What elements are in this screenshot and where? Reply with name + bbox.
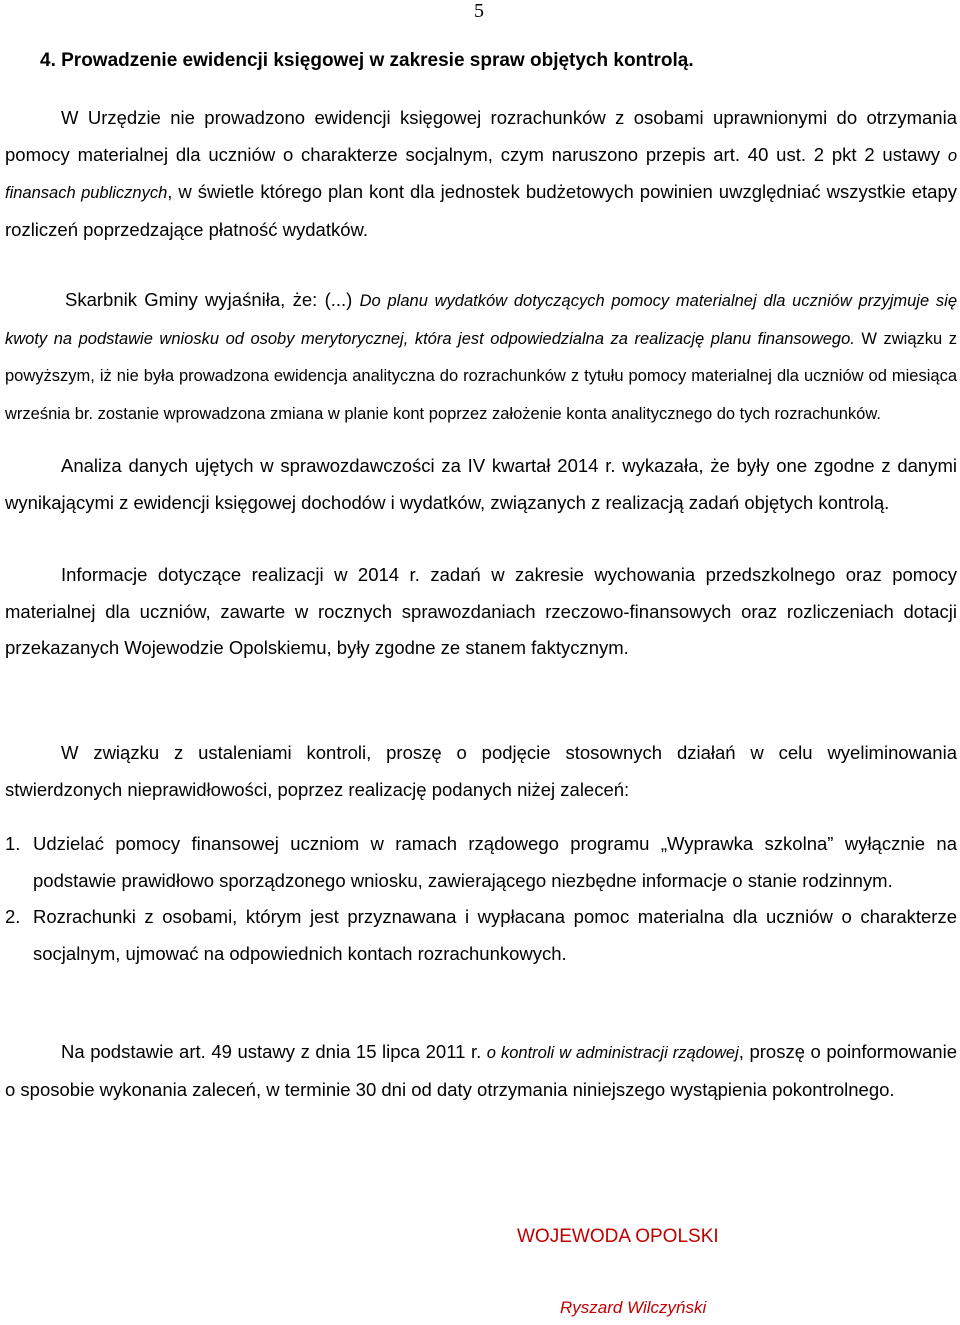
- paragraph-legal-basis: [5, 1034, 957, 1108]
- p2-quote: Do planu wydatków dotyczących pomocy materialnej dla uczniów przyjmuje się kwoty na podstawie wniosku od osoby merytorycznej, która jest odpowiedzialna za realizację planu finansowego.: [5, 292, 957, 348]
- paragraph-treasurer-explanation: [5, 282, 957, 432]
- p4-text: Informacje dotyczące realizacji w 2014 r. zadań w zakresie wychowania przedszkolnego oraz pomocy materialnej dla uczniów, zawarte w rocznych sprawozdaniach rzeczowo-finansowych oraz rozliczeniach dotacji przekazanych Wojewodzie Opolskiemu, były zgodne ze stanem faktycznym.: [5, 564, 957, 658]
- recommendations-list: [5, 826, 957, 972]
- list-item: [5, 899, 957, 972]
- list-item-number: 1.: [5, 833, 21, 854]
- list-item: [5, 826, 957, 899]
- p6-text-b: , proszę o poinformowanie o sposobie wykonania zaleceń, w terminie 30 dni od daty otrzymania niniejszego wystąpienia pokontrolnego.: [5, 1041, 957, 1100]
- p6-text-a: Na podstawie art. 49 ustawy z dnia 15 lipca 2011 r.: [61, 1041, 487, 1062]
- list-item-number: 2.: [5, 906, 21, 927]
- p1-act-title: o finansach publicznych: [5, 146, 957, 202]
- p1-text-a: W Urzędzie nie prowadzono ewidencji księgowej rozrachunków z osobami uprawnionymi do otrzymania pomocy materialnej dla uczniów o charakterze socjalnym, czym naruszono przepis art. 40 ust. 2 pkt 2 ustawy: [5, 107, 957, 165]
- p1-text-b: , w świetle którego plan kont dla jednostek budżetowych powinien uwzględniać wszystkie etapy rozliczeń poprzedzające płatność wydatków.: [5, 181, 958, 240]
- p3-text: Analiza danych ujętych w sprawozdawczości za IV kwartał 2014 r. wykazała, że były one zgodne z danymi wynikającymi z ewidencji księgowej dochodów i wydatków, związanych z realizacją zadań objętych kontrolą.: [5, 455, 957, 513]
- p5-text: W związku z ustaleniami kontroli, proszę o podjęcie stosownych działań w celu wyeliminowania stwierdzonych nieprawidłowości, poprzez realizację podanych niżej zaleceń:: [5, 742, 957, 800]
- p2-rest: W związku z powyższym, iż nie była prowadzona ewidencja analityczna do rozrachunków z tytułu pomocy materialnej dla uczniów od miesiąca września br. zostanie wprowadzona zmiana w planie kont poprzez założenie konta analitycznego do tych rozrachunków.: [5, 329, 957, 423]
- signature-title: WOJEWODA OPOLSKI: [517, 1226, 719, 1247]
- paragraph-no-ledger: [5, 100, 957, 248]
- list-item-text: Udzielać pomocy finansowej uczniom w ramach rządowego programu „Wyprawka szkolna” wyłącznie na podstawie prawidłowo sporządzonego wniosku, zawierającego niezbędne informacje o stanie rodzinnym.: [33, 833, 957, 891]
- paragraph-tasks-information: [5, 557, 957, 667]
- paragraph-reporting-analysis: [5, 448, 957, 521]
- paragraph-recommendations-intro: [5, 735, 957, 808]
- p6-act-title: o kontroli w administracji rządowej: [486, 1044, 739, 1062]
- p2-lead: Skarbnik Gminy wyjaśniła, że: (...): [65, 289, 360, 310]
- signature-name: Ryszard Wilczyński: [560, 1298, 707, 1317]
- page-number: 5: [474, 0, 484, 22]
- section-heading: 4. Prowadzenie ewidencji księgowej w zakresie spraw objętych kontrolą.: [40, 50, 694, 71]
- list-item-text: Rozrachunki z osobami, którym jest przyznawana i wypłacana pomoc materialna dla uczniów o charakterze socjalnym, ujmować na odpowiednich kontach rozrachunkowych.: [33, 906, 957, 964]
